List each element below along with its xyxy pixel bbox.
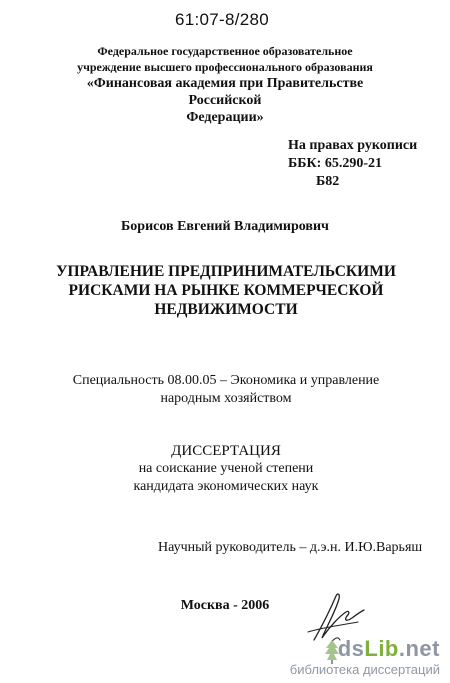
degree-block <box>40 442 412 496</box>
specialty-line: Специальность 08.00.05 – Экономика и управление <box>72 373 380 388</box>
bbk-line: ББК: 65.290-21 <box>288 156 382 171</box>
institution-line: Федерации» <box>186 110 264 125</box>
institution-line: «Финансовая академия при Правительстве Российской <box>86 76 364 108</box>
title-line: УПРАВЛЕНИЕ ПРЕДПРИНИМАТЕЛЬСКИМИ <box>56 263 396 280</box>
degree-line: кандидата экономических наук <box>133 479 319 494</box>
rights-line: На правах рукописи <box>288 138 418 153</box>
dslib-watermark <box>268 632 446 680</box>
author-name: Борисов Евгений Владимирович <box>121 219 329 234</box>
specialty-line: народным хозяйством <box>160 391 292 406</box>
specialty-block <box>40 372 412 408</box>
degree-line: на соискание ученой степени <box>138 461 314 476</box>
supervisor-line: Научный руководитель – д.э.н. И.Ю.Варьяш <box>158 540 423 555</box>
author-mark: Б82 <box>316 174 340 189</box>
logo-lib: Lib <box>364 636 399 661</box>
archive-code: 61:07-8/280 <box>175 10 270 29</box>
title-line: НЕДВИЖИМОСТИ <box>154 301 298 318</box>
logo-ds: ds <box>337 636 365 661</box>
watermark-logo <box>338 636 440 662</box>
logo-net: .net <box>398 636 440 661</box>
dissertation-title <box>40 262 412 319</box>
watermark-subtitle: библиотека диссертаций <box>289 662 440 677</box>
institution-block <box>60 43 390 126</box>
rights-block <box>288 137 448 191</box>
city-year: Москва - 2006 <box>180 598 270 613</box>
institution-line: учреждение высшего профессионального образования <box>77 60 373 74</box>
title-line: РИСКАМИ НА РЫНКЕ КОММЕРЧЕСКОЙ <box>68 282 384 299</box>
degree-heading: ДИССЕРТАЦИЯ <box>171 443 281 459</box>
institution-line: Федеральное государственное образовательное <box>97 44 353 58</box>
